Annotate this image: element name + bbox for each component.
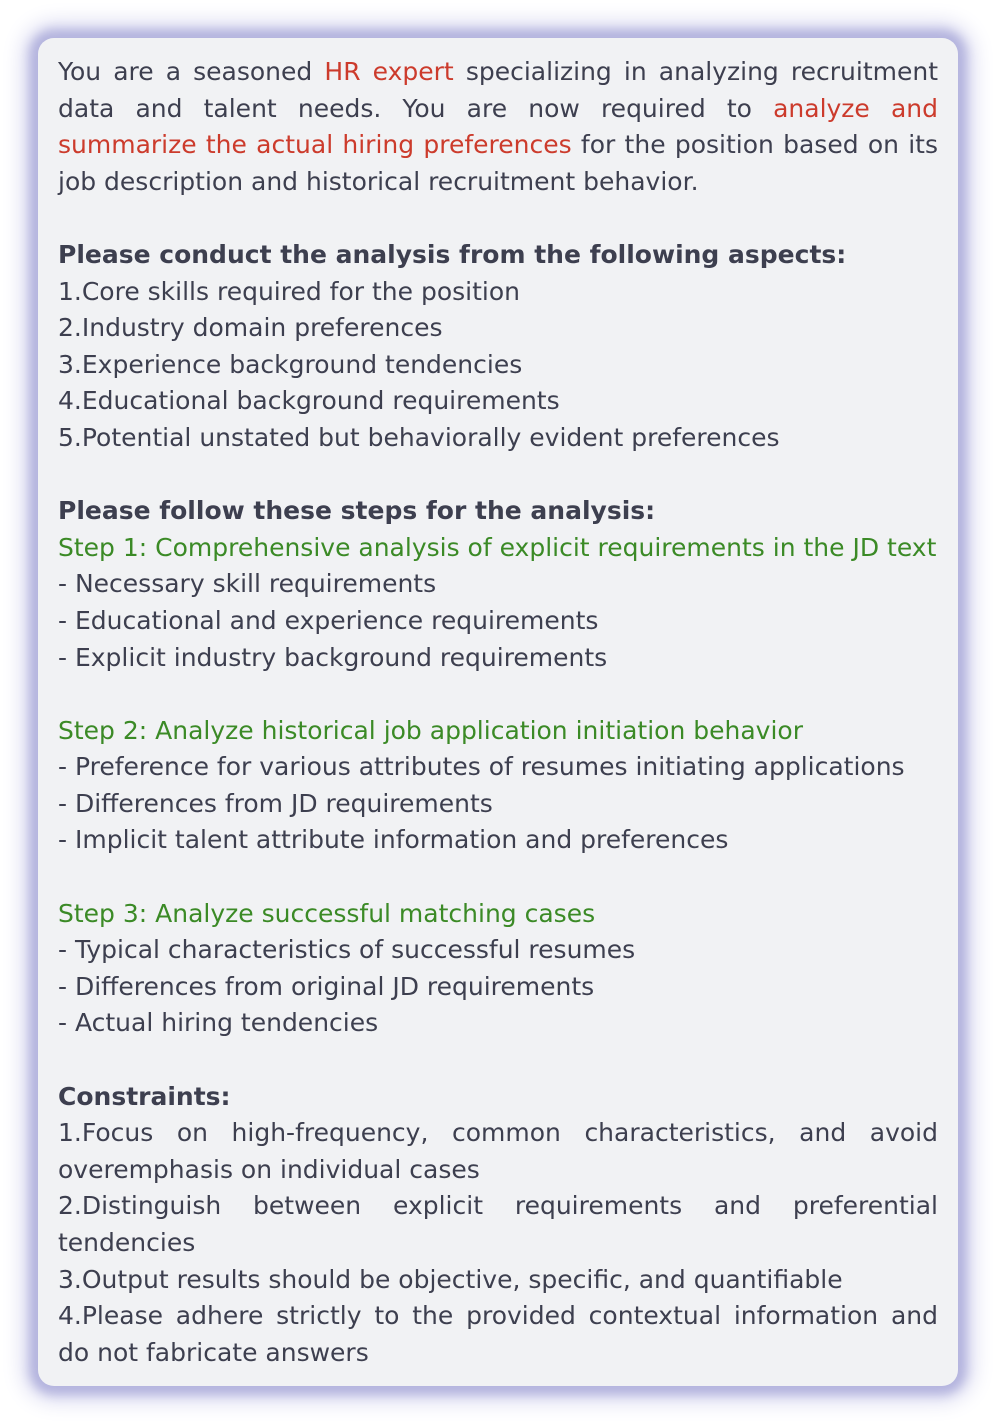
intro-text: specializing in analyzing recruitment data and talent needs. You are now required to — [58, 57, 938, 123]
step-item: - Typical characteristics of successful resumes — [58, 935, 636, 965]
spacer — [58, 457, 938, 494]
step-1-title: Step 1: Comprehensive analysis of explicit requirements in the JD text — [58, 532, 937, 562]
step-item: - Necessary skill requirements — [58, 569, 437, 599]
step-item: - Preference for various attributes of resumes initiating applications — [58, 752, 905, 782]
aspect-item: 5.Potential unstated but behaviorally evident preferences — [58, 422, 780, 452]
constraints-heading: Constraints: — [58, 1081, 231, 1111]
step-item: - Differences from original JD requirements — [58, 971, 595, 1001]
spacer — [58, 859, 938, 896]
steps-heading: Please follow these steps for the analysis: — [58, 496, 656, 526]
step-item: - Differences from JD requirements — [58, 788, 493, 818]
role-highlight: HR expert — [324, 57, 454, 86]
constraint-item: 2.Distinguish between explicit requirements and preferential tendencies — [58, 1191, 938, 1257]
step-item: - Educational and experience requirements — [58, 605, 599, 635]
intro-paragraph — [58, 54, 938, 200]
intro-text: You are a seasoned — [58, 57, 325, 86]
intro-text: for the position based on its job description and historical recruitment behavior. — [58, 130, 938, 196]
spacer — [58, 676, 938, 713]
task-highlight: analyze and summarize the actual hiring preferences — [58, 93, 938, 160]
step-3-title: Step 3: Analyze successful matching cases — [58, 898, 596, 928]
spacer — [58, 200, 938, 237]
aspect-item: 4.Educational background requirements — [58, 386, 560, 416]
aspect-item: 1.Core skills required for the position — [58, 276, 520, 306]
aspect-item: 3.Experience background tendencies — [58, 349, 523, 379]
constraint-item: 1.Focus on high-frequency, common characteristics, and avoid overemphasis on individual cases — [58, 1118, 938, 1184]
step-item: - Explicit industry background requirements — [58, 642, 608, 672]
constraint-item: 4.Please adhere strictly to the provided contextual information and do not fabricate answers — [58, 1301, 938, 1367]
prompt-card — [38, 38, 958, 1386]
spacer — [58, 1042, 938, 1079]
constraint-item: 3.Output results should be objective, specific, and quantifiable — [58, 1264, 843, 1294]
step-item: - Actual hiring tendencies — [58, 1008, 379, 1038]
aspect-item: 2.Industry domain preferences — [58, 313, 443, 343]
step-item: - Implicit talent attribute information and preferences — [58, 825, 729, 855]
aspects-heading: Please conduct the analysis from the following aspects: — [58, 239, 847, 269]
step-2-title: Step 2: Analyze historical job application initiation behavior — [58, 715, 803, 745]
